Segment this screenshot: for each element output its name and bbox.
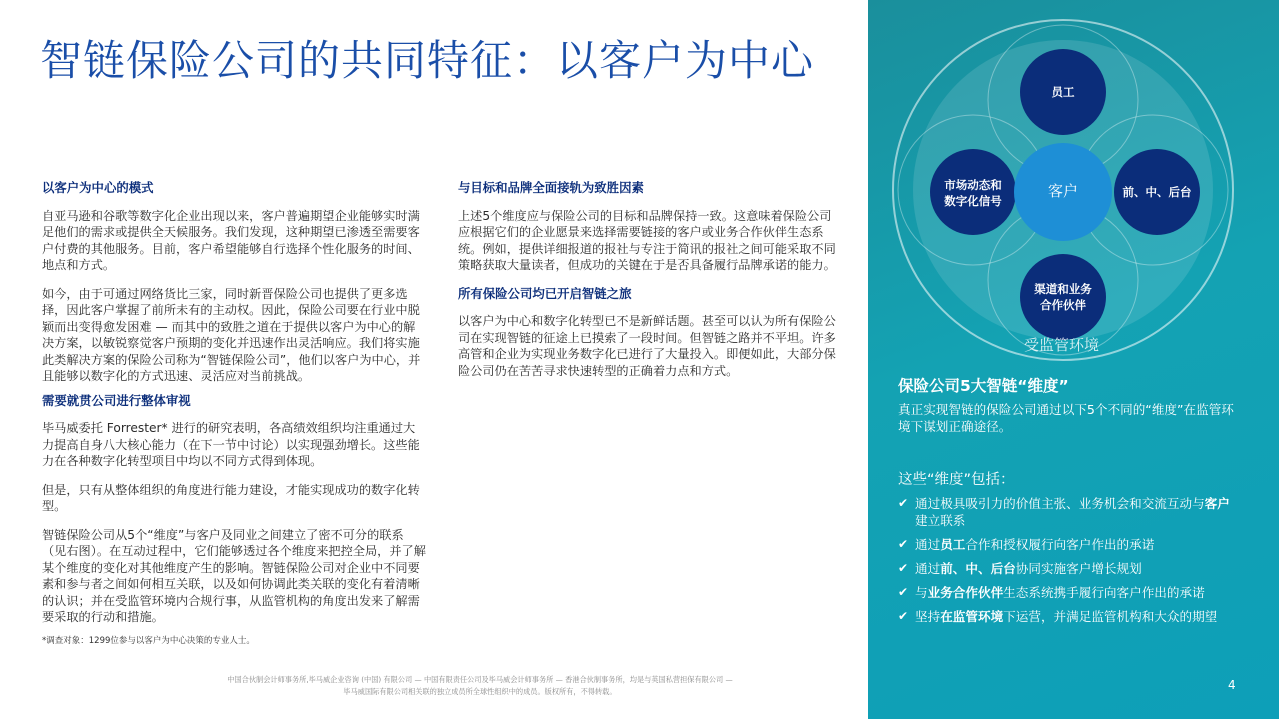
panel-heading: 保险公司5大智链“维度” (898, 377, 1069, 395)
node-label-customer: 客户 (1047, 182, 1078, 200)
list-item: ✔ 坚持在监管环境下运营，并满足监管机构和大众的期望 (898, 609, 1218, 624)
page-number: 4 (1228, 678, 1236, 692)
regulatory-ring-label: 受监管环境 (1024, 336, 1100, 354)
paragraph: 自亚马逊和谷歌等数字化企业出现以来，客户普遍期望企业能够实时满足他们的需求或提供全天候服务。我们发现，这种期望已渗透至需要客户付费的其他服务。目前，客户希望能够自行选择个性化服务的时间、地点和方式。 (42, 208, 420, 272)
check-icon: ✔ (898, 585, 909, 599)
section-heading: 与目标和品牌全面接轨为致胜因素 (458, 180, 644, 195)
list-item: ✔ 通过前、中、后台协同实施客户增长规划 (898, 561, 1142, 576)
legal-notice (100, 674, 860, 698)
node-label-operations: 前、中、后台 (1122, 185, 1192, 199)
node-label-line: 数字化信号 (944, 194, 1002, 208)
list-item: ✔ 通过员工合作和授权履行向客户作出的承诺 (898, 537, 1155, 552)
paragraph: 毕马威委托 Forrester* 进行的研究表明，各高绩效组织均注重通过大力提高自身八大核心能力（在下一节中讨论）以实现强劲增长。这些能力在各种数字化转型项目中均以不同方式得到体现。 (42, 421, 420, 468)
panel-intro: 真正实现智链的保险公司通过以下5个不同的“维度”在监管环境下谋划正确途径。 (898, 402, 1234, 434)
node-label-channels (1013, 281, 1113, 313)
paragraph: 智链保险公司从5个“维度”与客户及同业之间建立了密不可分的联系（见右图）。在互动过程中，它们能够透过各个维度来把控全局，并了解某个维度的变化对其他维度产生的影响。智链保险公司对企业中不同要素和参与者之间如何相互关联，以及如何协调此类关联的变化有着清晰的认识；并在受监管环境内合规行事，从监管机构的角度出发来了解需要采取的行动和措施。 (42, 527, 426, 624)
check-icon: ✔ (898, 537, 909, 551)
paragraph: 但是，只有从整体组织的角度进行能力建设，才能实现成功的数字化转型。 (42, 482, 420, 513)
section-heading: 所有保险公司均已开启智链之旅 (458, 285, 632, 301)
section-heading: 需要就贯公司进行整体审视 (42, 392, 191, 408)
node-label-employee: 员工 (1051, 85, 1075, 99)
legal-line: 毕马威国际有限公司相关联的独立成员所全球性组织中的成员。版权所有，不得转载。 (343, 687, 617, 696)
footnote: *调查对象：1299位参与以客户为中心决策的专业人士。 (42, 636, 255, 646)
check-icon: ✔ (898, 561, 909, 575)
node-label-line: 合作伙伴 (1040, 298, 1086, 312)
paragraph: 以客户为中心和数字化转型已不是新鲜话题。甚至可以认为所有保险公司在实现智链的征途上已摸索了一段时间。但智链之路并不平坦。许多高管和企业为实现业务数字化已进行了大量投入。即便如此，大部分保险公司仍在苦苦寻求快速转型的正确着力点和方式。 (458, 314, 836, 378)
legal-line: 中国合伙制会计师事务所,毕马威企业咨询 (中国) 有限公司 — 中国有限责任公司及毕马威会计师事务所 — 香港合伙制事务所，均是与英国私营担保有限公司 — (227, 675, 733, 684)
dimensions-panel (868, 0, 1279, 719)
middle-column (458, 180, 843, 391)
section-heading: 以客户为中心的模式 (42, 180, 154, 195)
node-label-line: 渠道和业务 (1034, 282, 1092, 296)
node-label-line: 市场动态和 (944, 178, 1002, 192)
node-label-market (923, 177, 1023, 209)
page-title: 智链保险公司的共同特征：以客户为中心 (40, 36, 815, 85)
dimension-list (898, 495, 1238, 632)
panel-subheading: 这些“维度”包括： (898, 472, 1015, 488)
paragraph: 上述5个维度应与保险公司的目标和品牌保持一致。这意味着保险公司应根据它们的企业愿景来选择需要链接的客户或业务合作伙伴生态系统。例如，提供详细报道的报社与专注于简讯的报社之间可能采取不同策略获取大量读者，但成功的关键在于是否具备履行品牌承诺的能力。 (458, 208, 836, 272)
paragraph: 如今，由于可通过网络货比三家，同时新晋保险公司也提供了更多选择，因此客户掌握了前所未有的主动权。因此，保险公司要在行业中脱颖而出变得愈发困难 — 而其中的致胜之道在于提供以客户为中心的解决方案，以敏锐察觉客户预期的变化并迅速作出灵活响应。我们将实施此类解决方案的保险公司称为“智链保险公司”，他们以客户为中心，并且能够以数字化的方式迅速、灵活应对当前挑战。 (42, 286, 421, 383)
left-column (42, 180, 427, 638)
list-item: ✔ 与业务合作伙伴生态系统携手履行向客户作出的承诺 (898, 585, 1205, 600)
list-item: ✔ 通过极具吸引力的价值主张、业务机会和交流互动与客户建立联系 (898, 496, 1230, 528)
check-icon: ✔ (898, 609, 909, 623)
check-icon: ✔ (898, 496, 909, 510)
